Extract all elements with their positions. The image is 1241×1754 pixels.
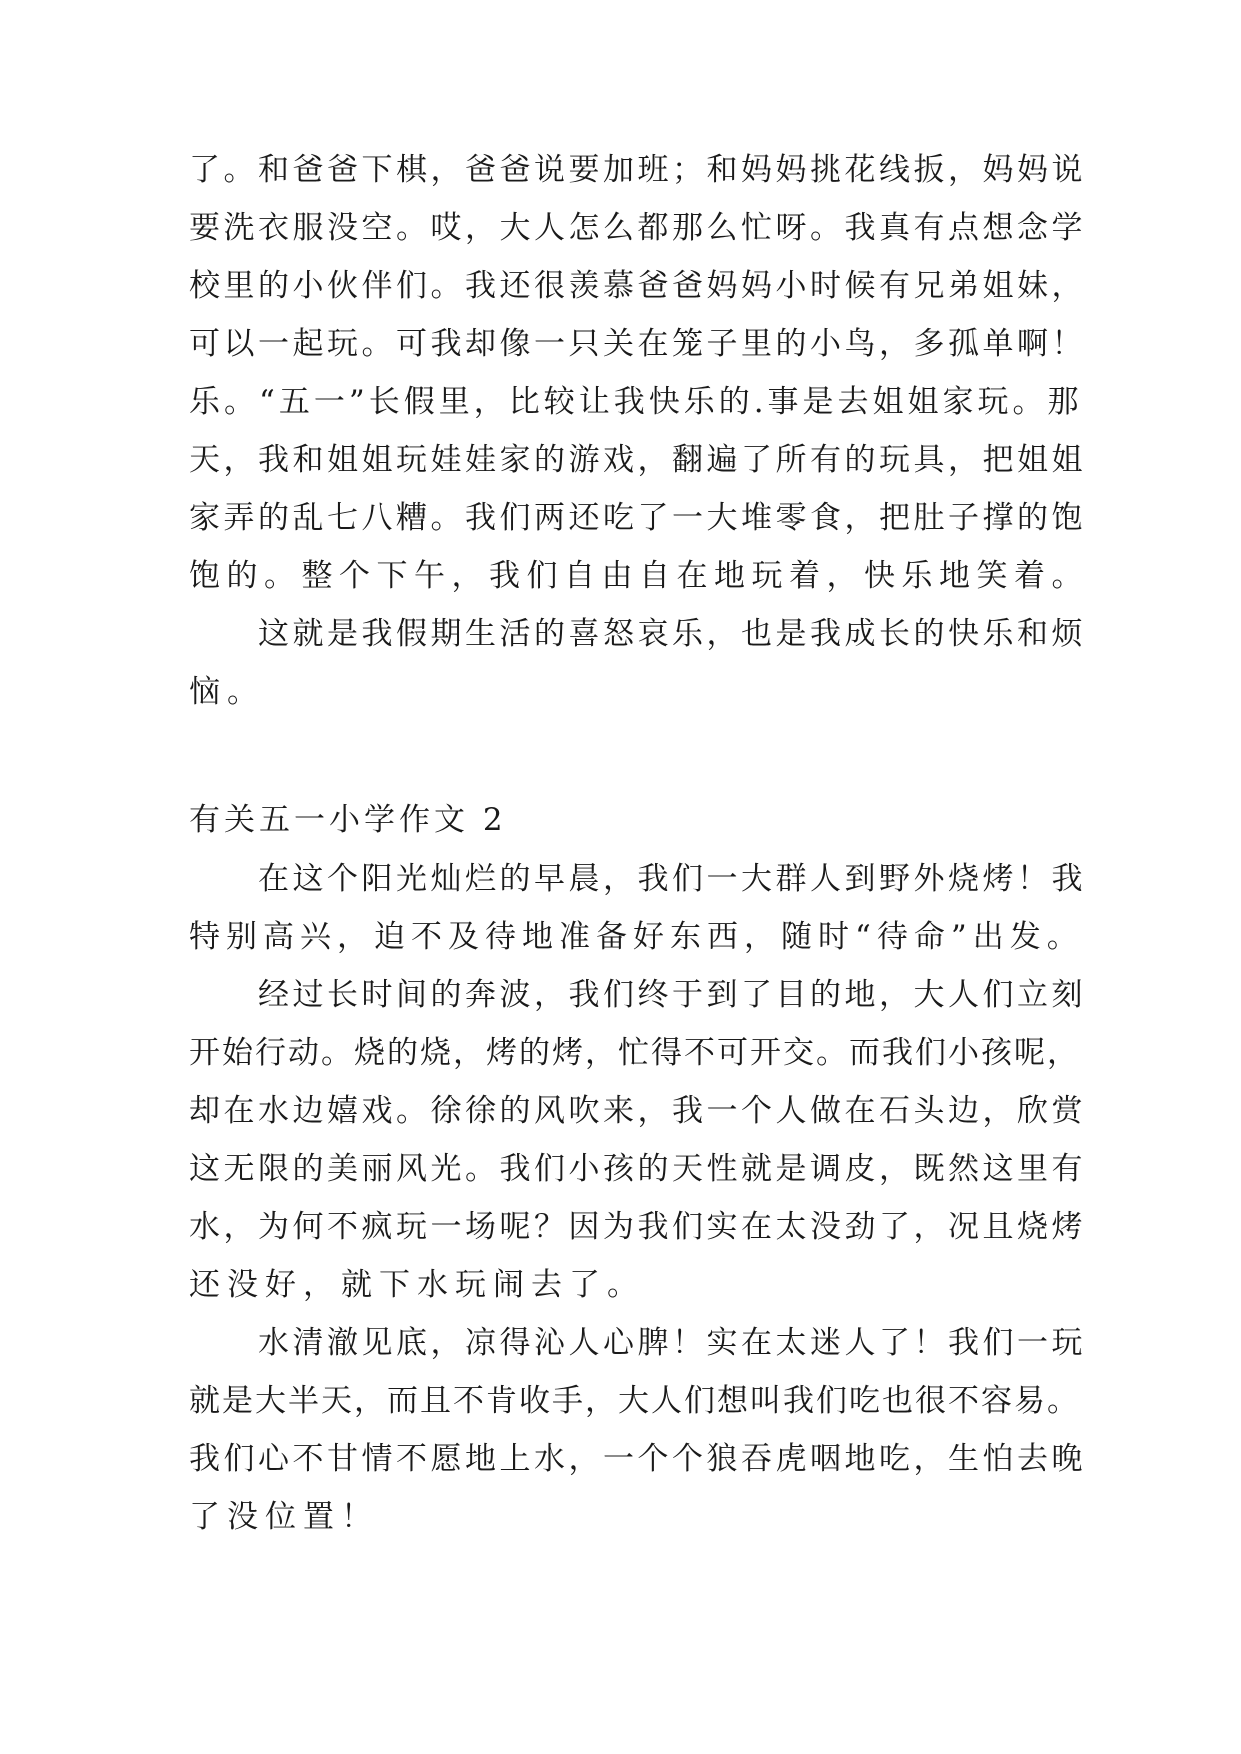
text-line: 校里的小伙伴们。我还很羡慕爸爸妈妈小时候有兄弟姐妹， xyxy=(189,268,1086,304)
text-line: 了。和爸爸下棋，爸爸说要加班；和妈妈挑花线扳，妈妈说 xyxy=(189,152,1086,188)
text-line: 这无限的美丽风光。我们小孩的天性就是调皮，既然这里有 xyxy=(189,1151,1086,1187)
text-line: 在这个阳光灿烂的早晨，我们一大群人到野外烧烤！我 xyxy=(189,861,1086,897)
text-line: 还没好，就下水玩闹去了。 xyxy=(189,1267,645,1303)
text-line: 家弄的乱七八糟。我们两还吃了一大堆零食，把肚子撑的饱 xyxy=(189,500,1086,536)
text-line: 开始行动。烧的烧，烤的烤，忙得不可开交。而我们小孩呢， xyxy=(189,1035,1080,1071)
text-line: 特别高兴，迫不及待地准备好东西，随时“待命”出发。 xyxy=(189,919,1084,955)
text-line: 经过长时间的奔波，我们终于到了目的地，大人们立刻 xyxy=(189,977,1086,1013)
text-line: 乐。“五一”长假里，比较让我快乐的.事是去姐姐家玩。那 xyxy=(189,384,1083,420)
text-line: 就是大半天，而且不肯收手，大人们想叫我们吃也很不容易。 xyxy=(189,1383,1080,1419)
text-line: 可以一起玩。可我却像一只关在笼子里的小鸟，多孤单啊！ xyxy=(189,326,1086,362)
text-line: 水清澈见底，凉得沁人心脾！实在太迷人了！我们一玩 xyxy=(189,1325,1086,1361)
text-line: 了没位置！ xyxy=(189,1499,379,1535)
section-title: 有关五一小学作文 2 xyxy=(189,802,507,838)
text-line: 水，为何不疯玩一场呢？因为我们实在太没劲了，况且烧烤 xyxy=(189,1209,1086,1245)
text-line: 我们心不甘情不愿地上水，一个个狼吞虎咽地吃，生怕去晚 xyxy=(189,1441,1086,1477)
text-line: 要洗衣服没空。哎，大人怎么都那么忙呀。我真有点想念学 xyxy=(189,210,1086,246)
text-line: 却在水边嬉戏。徐徐的风吹来，我一个人做在石头边，欣赏 xyxy=(189,1093,1086,1129)
text-line: 恼。 xyxy=(189,674,265,710)
text-line: 饱的。整个下午，我们自由自在地玩着，快乐地笑着。 xyxy=(189,558,1089,594)
text-line: 这就是我假期生活的喜怒哀乐，也是我成长的快乐和烦 xyxy=(189,616,1086,652)
text-line: 天，我和姐姐玩娃娃家的游戏，翻遍了所有的玩具，把姐姐 xyxy=(189,442,1086,478)
